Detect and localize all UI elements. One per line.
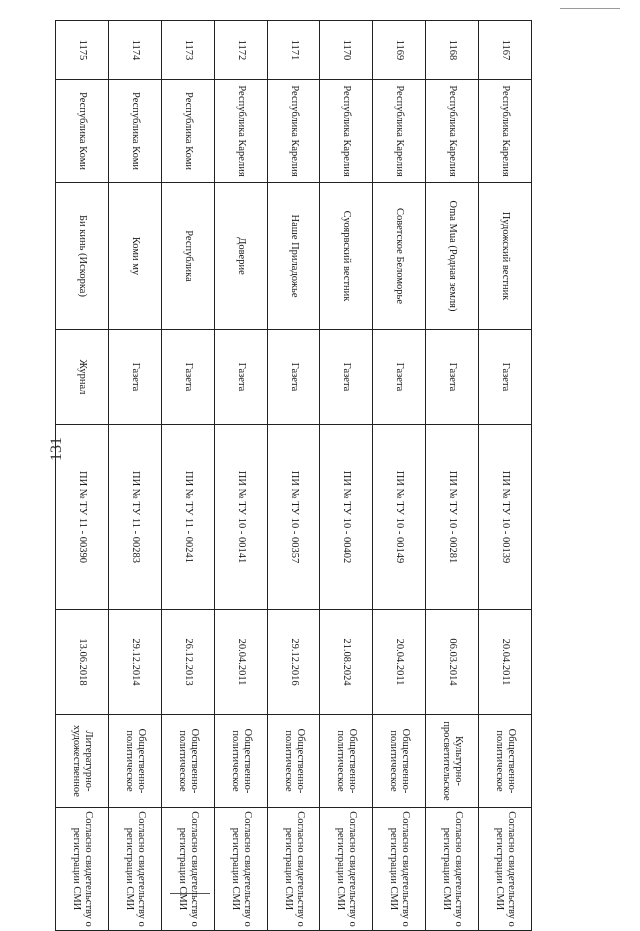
registration-number-cell: ПИ № ТУ 10 - 00141	[214, 425, 267, 610]
registration-date-cell: 20.04.2011	[479, 610, 532, 715]
form-cell: Газета	[320, 330, 373, 425]
row-number: 1171	[267, 21, 320, 80]
registration-date-cell: 26.12.2013	[161, 610, 214, 715]
region-cell: Республика Коми	[161, 80, 214, 183]
specialization-cell: Литературно-художественное	[56, 715, 109, 808]
specialization-cell: Общественно-политическое	[267, 715, 320, 808]
form-cell: Газета	[267, 330, 320, 425]
title-cell: Пудожский вестник	[479, 183, 532, 330]
registration-date-cell: 29.12.2014	[109, 610, 162, 715]
registration-date-cell: 13.06.2018	[56, 610, 109, 715]
registration-number-cell: ПИ № ТУ 11 - 00283	[109, 425, 162, 610]
region-cell: Республика Коми	[56, 80, 109, 183]
specialization-cell: Общественно-политическое	[320, 715, 373, 808]
region-cell: Республика Карелия	[373, 80, 426, 183]
form-cell: Газета	[373, 330, 426, 425]
region-cell: Республика Карелия	[479, 80, 532, 183]
specialization-cell: Культурно-просветительское	[426, 715, 479, 808]
row-number: 1175	[56, 21, 109, 80]
title-cell: Би кинь (Искорка)	[56, 183, 109, 330]
form-cell: Журнал	[56, 330, 109, 425]
page-number: 131	[48, 437, 65, 461]
table-row	[56, 21, 109, 931]
title-cell: Наше Приладожье	[267, 183, 320, 330]
table-row	[161, 21, 214, 931]
territory-cell: Согласно свидетельству о регистрации СМИ	[479, 808, 532, 931]
form-cell: Газета	[109, 330, 162, 425]
title-cell: Суоярвский вестник	[320, 183, 373, 330]
registration-number-cell: ПИ № ТУ 10 - 00402	[320, 425, 373, 610]
title-cell: Коми му	[109, 183, 162, 330]
registration-number-cell: ПИ № ТУ 10 - 00281	[426, 425, 479, 610]
table-row	[479, 21, 532, 931]
region-cell: Республика Карелия	[426, 80, 479, 183]
specialization-cell: Общественно-политическое	[479, 715, 532, 808]
region-cell: Республика Карелия	[320, 80, 373, 183]
territory-cell: Согласно свидетельству о регистрации СМИ	[267, 808, 320, 931]
specialization-cell: Общественно-политическое	[373, 715, 426, 808]
form-cell: Газета	[426, 330, 479, 425]
title-cell: Советское Беломорье	[373, 183, 426, 330]
title-cell: Доверие	[214, 183, 267, 330]
registration-date-cell: 06.03.2014	[426, 610, 479, 715]
registration-number-cell: ПИ № ТУ 10 - 00357	[267, 425, 320, 610]
table-row	[426, 21, 479, 931]
registration-number-cell: ПИ № ТУ 10 - 00139	[479, 425, 532, 610]
top-rule	[560, 8, 620, 9]
territory-cell: Согласно свидетельству о регистрации СМИ	[373, 808, 426, 931]
form-cell: Газета	[214, 330, 267, 425]
row-number: 1169	[373, 21, 426, 80]
row-number: 1167	[479, 21, 532, 80]
territory-cell: Согласно свидетельству о регистрации СМИ	[320, 808, 373, 931]
row-number: 1172	[214, 21, 267, 80]
title-cell: Oma Mua (Родная земля)	[426, 183, 479, 330]
territory-cell: Согласно свидетельству о регистрации СМИ	[426, 808, 479, 931]
rotated-table-container	[55, 20, 532, 927]
registration-number-cell: ПИ № ТУ 11 - 00241	[161, 425, 214, 610]
row-number: 1170	[320, 21, 373, 80]
table-row	[214, 21, 267, 931]
registration-number-cell: ПИ № ТУ 10 - 00149	[373, 425, 426, 610]
table-row	[109, 21, 162, 931]
row-number: 1168	[426, 21, 479, 80]
row-number: 1173	[161, 21, 214, 80]
form-cell: Газета	[479, 330, 532, 425]
table-body	[56, 21, 532, 931]
table-row	[267, 21, 320, 931]
specialization-cell: Общественно-политическое	[109, 715, 162, 808]
region-cell: Республика Карелия	[214, 80, 267, 183]
specialization-cell: Общественно-политическое	[214, 715, 267, 808]
region-cell: Республика Коми	[109, 80, 162, 183]
row-number: 1174	[109, 21, 162, 80]
specialization-cell: Общественно-политическое	[161, 715, 214, 808]
table-row	[373, 21, 426, 931]
registration-date-cell: 20.04.2011	[373, 610, 426, 715]
territory-cell: Согласно свидетельству о регистрации СМИ	[214, 808, 267, 931]
registration-date-cell: 20.04.2011	[214, 610, 267, 715]
form-cell: Газета	[161, 330, 214, 425]
territory-cell: Согласно свидетельству о регистрации СМИ	[161, 808, 214, 931]
table-row	[320, 21, 373, 931]
territory-cell: Согласно свидетельству о регистрации СМИ	[109, 808, 162, 931]
registration-date-cell: 29.12.2016	[267, 610, 320, 715]
title-cell: Республика	[161, 183, 214, 330]
registration-date-cell: 21.08.2024	[320, 610, 373, 715]
registration-number-cell: ПИ № ТУ 11 - 00390	[56, 425, 109, 610]
media-registry-table	[55, 20, 532, 931]
region-cell: Республика Карелия	[267, 80, 320, 183]
territory-cell: Согласно свидетельству о регистрации СМИ	[56, 808, 109, 931]
